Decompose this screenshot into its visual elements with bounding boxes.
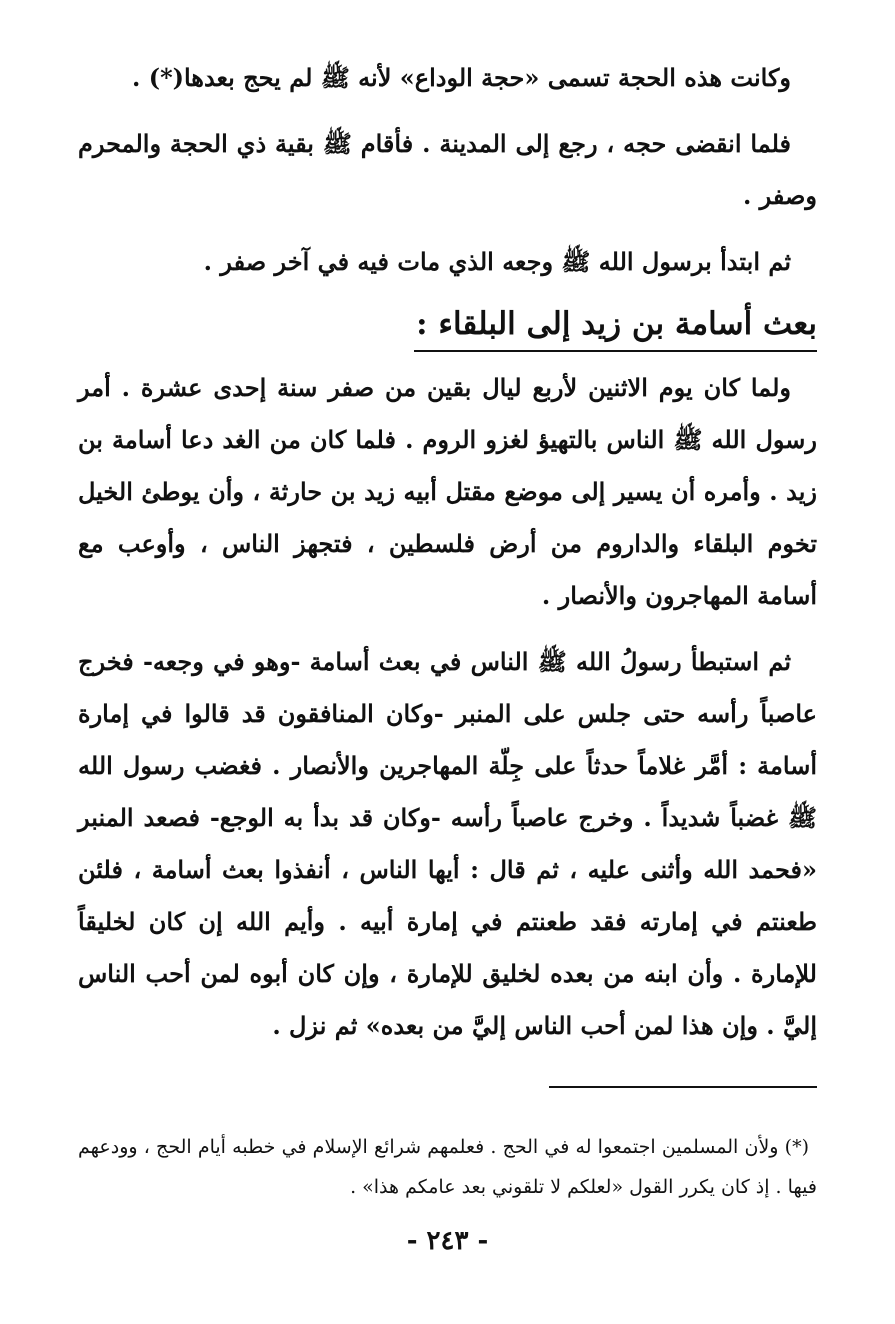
section-heading: بعث أسامة بن زيد إلى البلقاء : xyxy=(414,302,817,352)
paragraph-usama-expedition: ولما كان يوم الاثنين لأربع ليال بقين من صفر سنة إحدى عشرة . أمر رسول الله ﷺ الناس بالتهيؤ لغزو الروم . فلما كان من الغد دعا أسامة بن زيد . وأمره أن يسير إلى موضع مقتل أبيه زيد بن حارثة ، وأن يوطئ الخيل تخوم البلقاء والداروم من أرض فلسطين ، فتجهز الناس ، وأوعب مع أسامة المهاجرون والأنصار . xyxy=(78,373,817,610)
paragraph-farewell-pilgrimage: وكانت هذه الحجة تسمى «حجة الوداع» لأنه ﷺ لم يحج بعدها(*) . xyxy=(132,63,791,92)
main-text xyxy=(78,52,817,1052)
paragraph-return-to-madinah: فلما انقضى حجه ، رجع إلى المدينة . فأقام ﷺ بقية ذي الحجة والمحرم وصفر . xyxy=(78,129,817,210)
section-heading-wrap xyxy=(78,302,817,352)
footnote-divider xyxy=(549,1086,817,1088)
page-number: - ٢٤٣ - xyxy=(406,1226,489,1256)
paragraph-prophet-sermon: ثم استبطأ رسولُ الله ﷺ الناس في بعث أسامة -وهو في وجعه- فخرج عاصباً رأسه حتى جلس على المنبر -وكان المنافقون قد قالوا في إمارة أسامة : أمَّر غلاماً حدثاً على جِلّة المهاجرين والأنصار . فغضب رسول الله ﷺ غضباً شديداً . وخرج عاصباً رأسه -وكان قد بدأ به الوجع- فصعد المنبر «فحمد الله وأثنى عليه ، ثم قال : أيها الناس ، أنفذوا بعث أسامة ، فلئن طعنتم في إمارته فقد طعنتم في إمارة أبيه . وأيم الله إن كان لخليقاً للإمارة . وأن ابنه من بعده لخليق للإمارة ، وإن كان أبوه لمن أحب الناس إليَّ . وإن هذا لمن أحب الناس إليَّ من بعده» ثم نزل . xyxy=(78,647,817,1040)
paragraph-illness-began: ثم ابتدأ برسول الله ﷺ وجعه الذي مات فيه في آخر صفر . xyxy=(203,247,791,276)
footnote: (*) ولأن المسلمين اجتمعوا له في الحج . فعلمهم شرائع الإسلام في خطبه أيام الحج ، وودعهم فيها . إذ كان يكرر القول «لعلكم لا تلقوني بعد عامكم هذا» . xyxy=(78,1136,817,1198)
